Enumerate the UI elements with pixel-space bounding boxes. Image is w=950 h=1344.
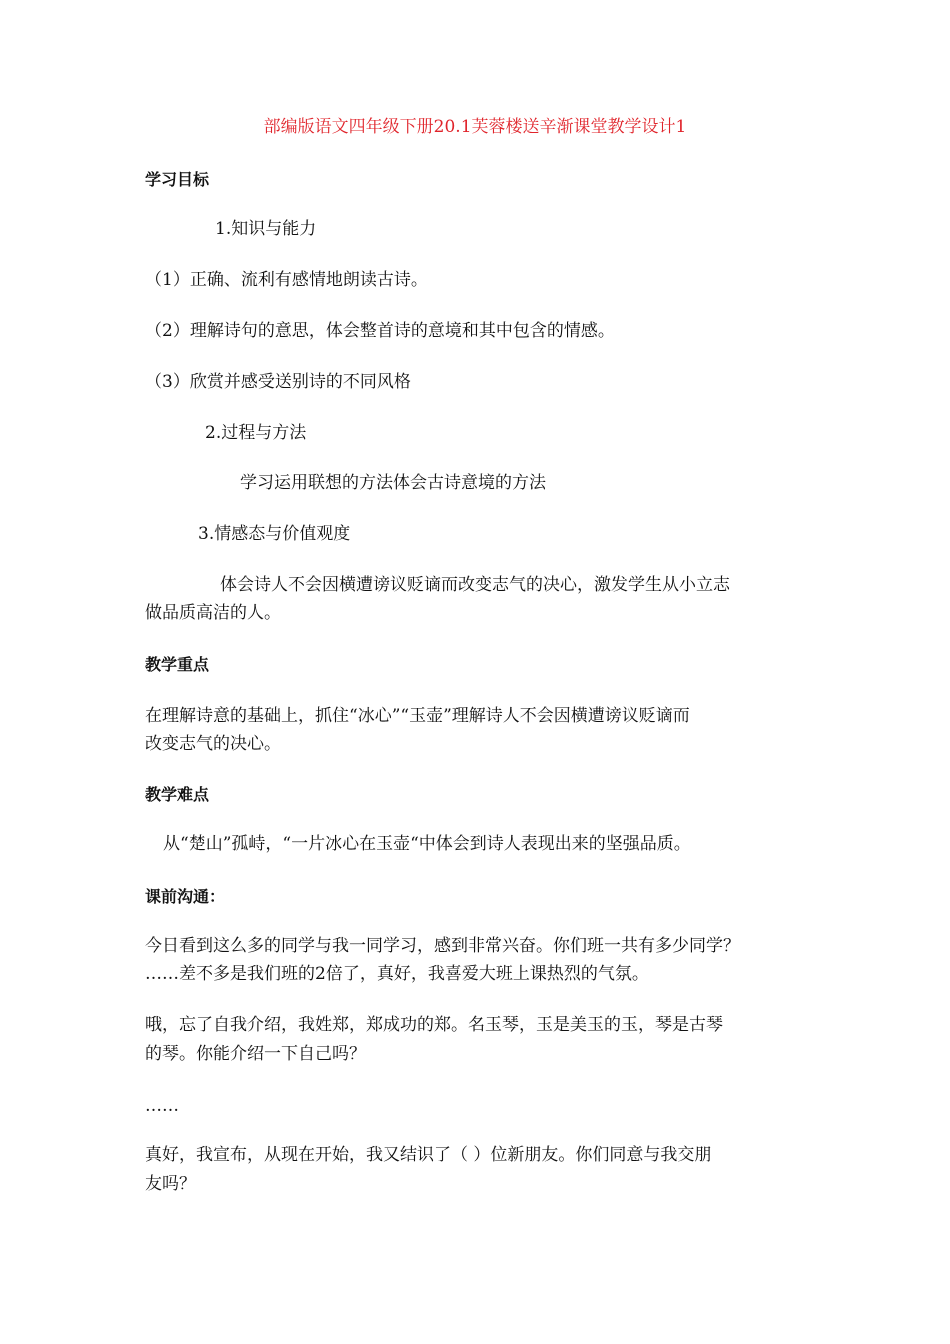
- goal-item-3: （3）欣赏并感受送别诗的不同风格: [145, 372, 411, 392]
- goal-item-2: （2）理解诗句的意思，体会整首诗的意境和其中包含的情感。: [145, 321, 615, 341]
- goal-emotion-text-line2: 做品质高洁的人。: [145, 603, 281, 623]
- pre-class-heading: 课前沟通：: [145, 887, 226, 906]
- goal-section-emotion: 3.情感态与价值观度: [198, 524, 351, 544]
- pre-class-ellipsis: ……: [145, 1096, 179, 1116]
- pre-class-paragraph-2-line1: 哦，忘了自我介绍，我姓郑，郑成功的郑。名玉琴，玉是美玉的玉，琴是古琴: [145, 1015, 723, 1035]
- goal-item-1: （1）正确、流利有感情地朗读古诗。: [145, 270, 428, 290]
- pre-class-paragraph-1-line1: 今日看到这么多的同学与我一同学习，感到非常兴奋。你们班一共有多少同学？: [145, 936, 740, 956]
- key-point-text-line1: 在理解诗意的基础上，抓住“冰心”“玉壶”理解诗人不会因横遭谤议贬谪而: [145, 706, 690, 726]
- difficulty-text: 从“楚山”孤峙，“一片冰心在玉壶“中体会到诗人表现出来的坚强品质。: [163, 834, 691, 854]
- key-point-heading: 教学重点: [145, 655, 210, 674]
- difficulty-heading: 教学难点: [145, 785, 210, 804]
- goal-process-text: 学习运用联想的方法体会古诗意境的方法: [240, 473, 546, 493]
- pre-class-paragraph-4-line2: 友吗？: [145, 1174, 196, 1194]
- key-point-text-line2: 改变志气的决心。: [145, 734, 281, 754]
- pre-class-paragraph-4-line1: 真好，我宣布，从现在开始，我又结识了（ ）位新朋友。你们同意与我交朋: [145, 1145, 712, 1165]
- pre-class-paragraph-2-line2: 的琴。你能介绍一下自己吗？: [145, 1044, 366, 1064]
- pre-class-paragraph-1-line2: ……差不多是我们班的2倍了，真好，我喜爱大班上课热烈的气氛。: [145, 964, 649, 984]
- goal-section-process: 2.过程与方法: [205, 423, 307, 443]
- learning-goals-heading: 学习目标: [145, 170, 210, 189]
- goal-emotion-text-line1: 体会诗人不会因横遭谤议贬谪而改变志气的决心，激发学生从小立志: [220, 575, 730, 595]
- goal-section-knowledge: 1.知识与能力: [215, 219, 317, 239]
- document-title: 部编版语文四年级下册20.1芙蓉楼送辛渐课堂教学设计1: [263, 117, 687, 137]
